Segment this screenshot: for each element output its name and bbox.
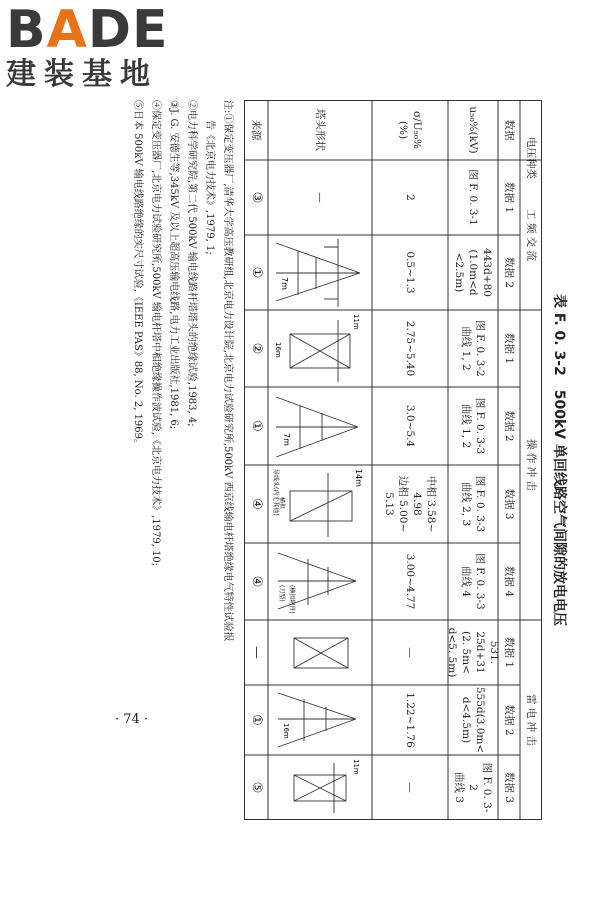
u50-cell: 555d(3.0m< d<4.5m) <box>460 686 486 754</box>
tower-sketch-5 <box>272 545 368 618</box>
sigma-cell: 中相 3.58~ 4.98 边相 5.00~ 5.13 <box>383 475 437 533</box>
sigma-cell: 1.22~1.76 <box>404 692 416 748</box>
note-line: ③J. G. 安德生等,345kV 及以上超高压输电线路,电力工业出版社,1981, 6; <box>168 100 179 430</box>
row-label-source: 来源 <box>250 119 262 141</box>
u50-cell: 图 F. 0. 3-3 曲线 1, 2 <box>460 397 486 455</box>
tower-sketch-6 <box>272 622 368 683</box>
col-header: 数据 4 <box>503 565 515 598</box>
col-header: 数据 2 <box>503 704 515 736</box>
table-notes <box>128 100 236 820</box>
dim-label: 11m <box>352 314 360 330</box>
u50-cell: 443d+80 (1.0m<d <2.5m) <box>453 248 493 297</box>
sigma-cell: 3.00~4.77 <box>404 553 416 610</box>
header-data-label: 数据 <box>503 119 515 141</box>
row-label-tower: 塔头形状 <box>314 109 326 151</box>
u50-cell: 图 F. 0. 3- 2 曲线 3 <box>453 762 493 813</box>
source-cell: ③ <box>249 191 264 204</box>
header-switching-impulse: 操 作 冲 击 <box>525 438 537 491</box>
source-cell: ⑤ <box>249 781 264 794</box>
source-cell: — <box>249 646 264 659</box>
col-header: 数据 2 <box>503 410 515 442</box>
dim-label: 16m <box>282 723 290 739</box>
rotated-page-content <box>100 100 570 820</box>
dim-label: 11m <box>352 759 360 775</box>
logo-brand-text: BADE <box>6 0 169 60</box>
tower-tag: 导线头(内无其他) <box>272 469 279 516</box>
col-header: 数据 3 <box>503 771 515 804</box>
tower-sketch-2 <box>272 312 368 385</box>
col-header: 数据 1 <box>503 332 515 365</box>
source-cell: ④ <box>249 498 264 510</box>
source-cell: ① <box>249 266 264 279</box>
dim-label: 7m <box>280 277 289 290</box>
logo-chinese-text: 建装基地 <box>6 57 158 92</box>
tower-tag: (刀型) <box>278 585 285 602</box>
header-voltage-type: 电压种类 <box>525 137 537 179</box>
sigma-cell: 2.75~5.40 <box>404 320 416 377</box>
header-lightning-impulse: 雷 电 冲 击 <box>525 693 537 746</box>
u50-cell: 图 F. 0. 3-3 曲线 4 <box>460 553 486 610</box>
u50-cell: 图 F. 0. 3-2 曲线 1, 2 <box>460 320 486 377</box>
col-header: 数据 2 <box>503 256 515 289</box>
source-cell: ① <box>249 714 264 726</box>
note-line: ②电力科学研究院,第二代 500kV 输电线路杆塔塔头的绝缘试验,1983, 4; <box>186 100 197 427</box>
row-label-u50: u₅₀%(kV) <box>467 106 479 154</box>
col-header: 数据 1 <box>503 181 515 214</box>
source-cell: ① <box>249 420 264 432</box>
bade-logo <box>6 0 196 96</box>
u50-cell: 图 F. 0. 3-1 <box>467 169 479 226</box>
dim-label: 7m <box>282 433 291 446</box>
source-cell: ② <box>249 342 264 355</box>
sigma-cell: — <box>404 782 416 793</box>
sigma-cell: 3.0~5.4 <box>404 404 416 448</box>
tower-empty-cell: — <box>314 192 326 203</box>
col-header: 数据 3 <box>503 488 515 520</box>
sigma-cell: — <box>404 647 416 658</box>
source-cell: ④ <box>249 575 264 588</box>
tower-tag: 横担 <box>278 497 285 510</box>
header-power-frequency: 工 频 交 流 <box>525 208 537 261</box>
u50-cell: 图 F. 0. 3-3 曲线 2, 3 <box>460 475 486 533</box>
page-number: · 74 · <box>115 712 149 727</box>
u50-cell: 531. 25d+31 (2. 5m< d<5. 5m) <box>446 627 500 678</box>
tower-tag: (横担附件) <box>288 585 295 614</box>
tower-sketch-1 <box>272 237 368 308</box>
sigma-cell: 0.5~1.3 <box>404 251 416 294</box>
table-title: 表 F. 0. 3-2 500kV 单回线路空气间隙的放电电压 <box>551 293 567 627</box>
dim-label: 16m <box>274 342 282 358</box>
note-line: ④保定变压器厂,北京电力试验研究所,500kV 输电杆塔中相绝缘操作波试验,《北京电力技术》,1979, 10; <box>150 100 161 567</box>
sigma-cell: 2 <box>404 194 416 201</box>
note-line: ⑤日本 500kV 输电线路绝缘的实尺寸试验,《IEEE PAS》88, No. 2, 1969。 <box>132 100 143 450</box>
tower-sketch-8 <box>272 757 368 818</box>
tower-sketch-3 <box>272 389 368 463</box>
note-line: 告《北京电力技术》,1979, 1; <box>204 100 215 255</box>
dim-label: 14m <box>354 469 363 487</box>
col-header: 数据 1 <box>503 636 515 669</box>
tower-sketch-4 <box>272 467 368 541</box>
row-label-sigma: σ/U₅₀% (%) <box>397 111 423 149</box>
tower-sketch-7 <box>272 687 368 753</box>
note-line: 注:①保定变压器厂,清华大学高压教研组,北京电力设计院,北京电力试验研究所,500kV 西京线输电杆塔绝缘电气特性试验报 <box>222 100 233 642</box>
